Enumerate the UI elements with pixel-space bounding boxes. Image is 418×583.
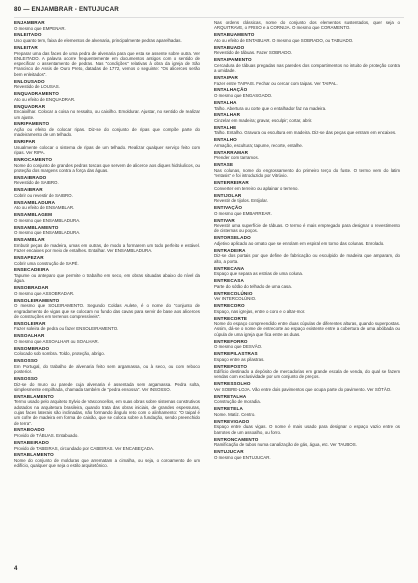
- entry-term: ENTRECORTE: [214, 315, 248, 321]
- entry-definition: Ramificação de tubos numa canalização de gás, água, etc. Ver TAUBOS.: [214, 442, 357, 448]
- glossary-entry: [214, 291, 400, 302]
- entry-definition: Revestido de tábuas. Fazer SOBRADO.: [214, 50, 293, 56]
- entry-definition: Usualmente colocar o sistema de ripas de um telhado. Realizar qualquer serviço feito com ripas. Ver RIPA.: [14, 144, 200, 156]
- glossary-entry: [214, 381, 400, 392]
- glossary-entry: [214, 364, 400, 380]
- glossary-entry: [14, 200, 200, 211]
- entry-definition: Diz-se dos portais por que define de fabricação ou esculpido de madeira que amparam, do alto, a porta.: [214, 253, 400, 264]
- entry-term: ENSAIBRADO: [14, 174, 47, 180]
- glossary-entry: [14, 175, 200, 186]
- entry-definition: Ver INTERCOLÚNIO.: [214, 296, 257, 302]
- entry-term: ENTREPILASTRAS: [214, 351, 258, 357]
- entry-definition: Em Portugal, do trabalho de alvenaria feito sem argamassa, ou à seco, ou com reboco posterior.: [14, 363, 200, 375]
- entry-definition: O mesmo que EMPENAR.: [14, 25, 66, 31]
- entry-definition: O mesmo que DESVÃO.: [214, 344, 263, 350]
- entry-term: ENSECADEIRA: [14, 267, 50, 273]
- entry-term: ENSAMBLADURA: [14, 199, 56, 205]
- entry-definition: O mesmo que SOLEIRAMENTO. Segundo Coldas Aulete, é o nome do "conjunto de engradamento de vigas que se colocam no fundo das cavas para servir de base aos alicerces de construções em terrenos compressíveis".: [14, 303, 200, 319]
- glossary-entry: [214, 394, 400, 405]
- entry-definition: Encaixilhar. Colocar a coisa no ressalto, ou caixilho. Emoldurar. Ajustar, no sentido de realizar um ajuste.: [14, 109, 200, 120]
- entry-term: ENTABOADO: [14, 427, 45, 433]
- entry-definition: Colocado sob sombra. Toldo, proteção, abrigo.: [14, 351, 105, 357]
- entry-term: ENTARRAMAR: [214, 149, 249, 155]
- glossary-entry: [214, 235, 400, 246]
- entry-definition: O mesmo que ENGASGADO.: [214, 93, 273, 99]
- glossary-entry: [14, 376, 200, 392]
- entry-definition: Ver SOBRE-LOJA. Vão entre dois pavimentos que ocupa parte do pavimento. Ver SÓTÃO.: [214, 386, 392, 392]
- entry-definition: Provido de TÁBUAS. Entabuado.: [14, 433, 79, 439]
- glossary-entry: [14, 321, 200, 332]
- entry-definition: Espaço entre duas vigas. O nome é mais usado para designar o espaço vazio entre os barrotes de um assoalho, ou forro.: [214, 424, 400, 435]
- header-rule: [14, 17, 404, 18]
- glossary-entry: [214, 100, 400, 111]
- entry-term: ENQUADRAMENTO: [14, 91, 59, 97]
- entry-term: ENSAMBLAMENTO: [14, 224, 59, 230]
- entry-definition: Nome do conjunto de molduras que arrematam a cimalha, ou seja, o coroamento de um edifício, qualquer que seja o estilo arquitetônico.: [14, 458, 200, 469]
- entry-term: ENTERREIRAR: [214, 180, 249, 186]
- entry-term: ENRIPAMENTO: [14, 121, 50, 127]
- entry-term: ENTREFORRO: [214, 338, 248, 344]
- entry-definition: Espaço, nas igrejas, entre o coro e o altar-mor.: [214, 308, 306, 314]
- entry-term: ENTABEIRADO: [14, 439, 49, 445]
- glossary-entry: [14, 267, 200, 283]
- glossary-entry: [214, 303, 400, 314]
- glossary-entry: [214, 57, 400, 73]
- entry-term: ENTALHAÇÃO: [214, 87, 248, 93]
- entry-term: ENTRONCAMENTO: [214, 436, 259, 442]
- entry-term: ENTRESSOLHO: [214, 381, 251, 387]
- entry-definition: Termo usado pelo arquiteto Sylvio de Vasconcellos, em suas obras sobre sistemas construtivos adotados na arquitetura brasileira, quando trata das obras iniciais, de grandes espessuras, cujas faces laterais são inclinadas, não formando ângulo reto com o alinhamento: "O taipal é um cofre de madeira em forma de caixão, que se coloca sobre a fundação, sendo preenchido de terra".: [14, 399, 200, 426]
- entry-definition: Provido de TABEIRAS, circundado por CABEIRAS. Ver ENCABEÇADA.: [14, 445, 155, 451]
- entry-definition: Nas colunas, nome do engrossamento do primeiro terço do fuste. O termo vem do latim "entasis" e foi introduzido por Vitrúvio.: [214, 167, 400, 179]
- glossary-entry: [14, 358, 200, 374]
- entry-definition: Espaço entre as pilastras.: [214, 356, 265, 362]
- glossary-entry: [214, 45, 400, 56]
- glossary-entry: [214, 137, 400, 148]
- entry-term: ENTUJUCAR: [214, 449, 244, 455]
- entry-term: ENTABUADO: [214, 44, 245, 50]
- glossary-entry: [14, 187, 200, 198]
- entry-definition: Ato ou efeito de ENSAMBLAR.: [14, 205, 75, 211]
- entry-definition: Nome do conjunto de grandes pedras toscas que servem de alicerce aos diques hidráulicos, ou proteção dos margens contra a força das águas.: [14, 162, 200, 173]
- entry-definition: O mesmo que ASSOBRADAR.: [14, 290, 75, 296]
- entry-term: ENTREVIGADO: [214, 418, 250, 424]
- entry-term: ENTRETALHA: [214, 393, 247, 399]
- page-number: 80: [14, 6, 22, 13]
- entry-definition: Talho. Abertura ou corte que o entalhador faz na madeira.: [214, 105, 327, 111]
- entry-term: ENSAIBRAR: [14, 187, 43, 193]
- glossary-entry: [214, 419, 400, 435]
- entry-definition: Cobrir uma construção de SAPÉ.: [14, 260, 79, 266]
- glossary-entry: [214, 162, 400, 178]
- entry-definition: Espaço que separa as estrias de uma coluna.: [214, 271, 304, 277]
- entry-term: ENSOLEIRAMENTO: [14, 297, 60, 303]
- glossary-entry: [14, 285, 200, 296]
- entry-term: ENSOSSO: [14, 358, 38, 364]
- entry-definition: Construção de moradia.: [214, 399, 261, 405]
- entry-definition: Revestido de LOUSAS.: [14, 84, 60, 90]
- entry-definition: Cinzelar em madeira; gravar, esculpir; cortar, abrir.: [214, 117, 313, 123]
- glossary-entry: [214, 351, 400, 362]
- glossary-entry: [14, 45, 200, 77]
- entry-term: ENQUADRAR: [14, 103, 46, 109]
- entry-definition: O mesmo que ENSAMBLADURA.: [14, 217, 81, 223]
- entry-definition: Prender com tarramos.: [214, 155, 259, 161]
- entry-definition: Cercadura de tábuas pregadas nas paredes dos compartimentos no intuito de proteção contra a umidade.: [214, 62, 400, 74]
- entry-term: ENTRECANA: [214, 265, 245, 271]
- glossary-entry: [214, 125, 400, 136]
- entry-term: ENTABLAMENTO: [14, 452, 54, 458]
- entry-definition: Tapume ou anteparo que permite o trabalho em seco, em obras situadas abaixo do nível da água.: [14, 273, 200, 284]
- glossary-entry: [14, 79, 200, 90]
- entry-definition: Ato ou efeito de ENQUADRAR.: [14, 96, 76, 102]
- entry-term: ENTIVAÇÃO: [214, 205, 243, 211]
- glossary-entry: [14, 237, 200, 253]
- glossary-entry: [14, 440, 200, 451]
- glossary-entry: [214, 112, 400, 123]
- glossary-entry: [14, 91, 200, 102]
- entry-term: ENTASE: [214, 162, 234, 168]
- glossary-entry: [14, 298, 200, 319]
- entry-definition: O mesmo que ASSOALHAR ou SOALHAR.: [14, 338, 99, 344]
- entry-definition: O mesmo que ENTUJUCAR.: [214, 454, 271, 460]
- entry-definition: O mesmo que EMBARREAR.: [214, 210, 272, 216]
- glossary-entry: [214, 437, 400, 448]
- glossary-entry: [14, 121, 200, 137]
- page-range: — ENJAMBRAR - ENTUJUCAR: [23, 6, 119, 13]
- glossary-entry: [214, 75, 400, 86]
- glossary-entry: [214, 150, 400, 161]
- entry-term: ENTRETELA: [214, 406, 243, 412]
- entry-term: ENSOLEIRAR: [14, 320, 46, 326]
- glossary-entry: [14, 157, 200, 173]
- glossary-entry: [214, 205, 400, 216]
- entry-definition: O mesmo que ENSAMBLADURA.: [14, 230, 81, 236]
- entry-definition: Adjetivo aplicado ao ornato que se enrolam em espiral em torno das colunas. Enrolado.: [214, 240, 385, 246]
- glossary-entry: [214, 32, 400, 43]
- folio-number: 4: [14, 566, 18, 572]
- glossary-entry: [14, 104, 200, 120]
- glossary-entry: [14, 255, 200, 266]
- entry-definition: Uso quanto tem, faixa de elementos de alvenaria, principalmente pedras aparelhadas.: [14, 38, 182, 44]
- glossary-entry: [214, 406, 400, 417]
- glossary-entry: [14, 139, 200, 155]
- entry-term: ENSAPEZAR: [14, 254, 44, 260]
- entry-term: ENTRADEIRA: [214, 247, 246, 253]
- entry-term: ENTALHA: [214, 99, 237, 105]
- entry-definition: Armação, escultura; tapume, recorte, entalhe.: [214, 142, 304, 148]
- right-column: [214, 20, 400, 560]
- entry-definition: Revestir de tijolos. Entijolar.: [214, 198, 268, 204]
- glossary-entry: [214, 180, 400, 191]
- glossary-entry: [14, 32, 200, 43]
- glossary-entry: [214, 218, 400, 234]
- glossary-entry: [214, 339, 400, 350]
- entry-term: ENSAMBLAGEM: [14, 212, 53, 218]
- glossary-entry: [14, 333, 200, 344]
- entry-term: ENRIPAR: [14, 139, 36, 145]
- entry-definition: Nome do espaço compreendido entre duas cúpulas de diferentes alturas, quando superpostas. Assim, dá-se o nome de entrecorte ao espaço existente entre a cobertura de uma abóbada ou cúpula de uma igreja que fica entre as duas.: [214, 321, 400, 337]
- entry-definition: Fazer soleira de pedra ou fazer ENSOLEIRAMENTO.: [14, 326, 119, 332]
- entry-term: ENLEITADO: [14, 32, 42, 38]
- glossary-entry: [14, 225, 200, 236]
- entry-term: ENTRECOLÚNIO: [214, 290, 253, 296]
- entry-definition: Cobrir ou revestir de SAIBRO.: [14, 192, 73, 198]
- entry-term: ENTRECORO: [214, 303, 245, 309]
- glossary-entry: [14, 427, 200, 438]
- entry-definition: Revestido de SAIBRO.: [14, 180, 59, 186]
- entry-definition: Revestir uma superfície de tábuas. O termo é mais empregado para designar o revestimento de cisternas ou poços.: [214, 223, 400, 234]
- entry-term: ENTALHAR: [214, 112, 241, 118]
- entry-term: ENTABUAMENTO: [214, 32, 255, 38]
- entry-term: ENTIVAR: [214, 217, 235, 223]
- entry-term: ENLEITAR: [14, 44, 38, 50]
- entry-term: ENSOBRADAR: [14, 285, 49, 291]
- entry-definition: Talho. Entalho. Gravura ou escultura em madeira. Diz-se das peças que entram em encaixes.: [214, 130, 397, 136]
- entry-definition: Embutir peças de madeira, umas em outras, de modo a formarem um todo perfeito e estável. Fazer encaixes por meio de entalhes. Entalhar. Ver ENSAMBLADURA.: [14, 242, 200, 254]
- glossary-entry: [14, 20, 200, 31]
- entry-term: ENTIJOLAR: [214, 192, 242, 198]
- entry-definition: Parte do sótão do telhado de uma casa.: [214, 283, 292, 289]
- entry-term: ENSOMBRADO: [14, 345, 50, 351]
- entry-term: ENTORSELADO: [214, 235, 251, 241]
- entry-definition: Converter em terreiro ou aplainar o terreno.: [214, 185, 299, 191]
- entry-term: ENLOUSADO: [14, 78, 45, 84]
- left-column: [14, 20, 200, 560]
- glossary-entry: [214, 278, 400, 289]
- entry-term: ENTAIPAMENTO: [214, 57, 252, 63]
- entry-definition: Ação ou efeito de colocar ripas. Diz-se do conjunto de ripas que compõe parte do madeiramento de um telhado.: [14, 126, 200, 138]
- entry-term: ENSOSSO: [14, 376, 38, 381]
- entry-definition: Fazer entre TAIPAIS. Fechar ou cercar com taipas. Ver TAIPAL.: [214, 80, 338, 86]
- entry-definition: Nome. Matiz. Centro.: [214, 411, 256, 417]
- entry-definition: Diz-se do muro ou parede cuja alvenaria é assentada sem argamassa. Pedra solta, simplesmente empilhada, chamada também de "pedra ensossa". Ver INSOSSO.: [14, 381, 200, 392]
- entry-definition: Edifício destinado a depósito de mercadorias em grande escala de venda, do qual se fazem vendas com exclusividade por um conjunto de preços.: [214, 369, 400, 380]
- entry-term: ENSAMBLAR: [14, 237, 45, 243]
- entry-term: ENTABLAMENTO: [14, 393, 54, 399]
- glossary-entry: [14, 452, 200, 468]
- entry-term: ENTRECASA: [214, 278, 244, 284]
- entry-term: ENTALHE: [214, 124, 237, 130]
- glossary-entry: [14, 212, 200, 223]
- glossary-entry: [14, 394, 200, 426]
- entry-definition: Nas ordens clássicas, nome do conjunto dos elementos sustentados, quer seja o ARQUITRAVE, o FRISO e a CORNIJA. O mesmo que CORAMENTO.: [214, 20, 400, 31]
- glossary-entry: [14, 346, 200, 357]
- entry-definition: Preparar uma das faces de uma pedra de alvenaria para que esta se assente sobre outra. Ver ENLEITADO. A palavra ocorre frequentemente em documentos antigos com o sentido de especificar o assentamento de pedras. Nas "condições" relativas à obra da igreja de São Francisco de Assis de Ouro Preto, datadas de 1772, vemos o seguinte: "Os alicerces serão bem enleitados".: [14, 50, 200, 77]
- entry-term: ENJAMBRAR: [14, 20, 45, 25]
- glossary-entry: [214, 87, 400, 98]
- glossary-entry: [214, 248, 400, 264]
- entry-term: ENTAIPAR: [214, 74, 238, 80]
- entry-term: ENTALHO: [214, 137, 237, 143]
- entry-term: ENSOALHAR: [14, 333, 45, 339]
- entry-term: ENTREPOSTO: [214, 363, 248, 369]
- entry-definition: Ato ou efeito de ENTABUAR. O mesmo que SOBRADO, ou TABUADO.: [214, 37, 354, 43]
- glossary-entry: [214, 266, 400, 277]
- glossary-entry: [214, 316, 400, 337]
- glossary-entry: [214, 20, 400, 31]
- glossary-entry: [214, 449, 400, 460]
- glossary-entry: [214, 193, 400, 204]
- entry-term: ENROCAMENTO: [14, 156, 53, 162]
